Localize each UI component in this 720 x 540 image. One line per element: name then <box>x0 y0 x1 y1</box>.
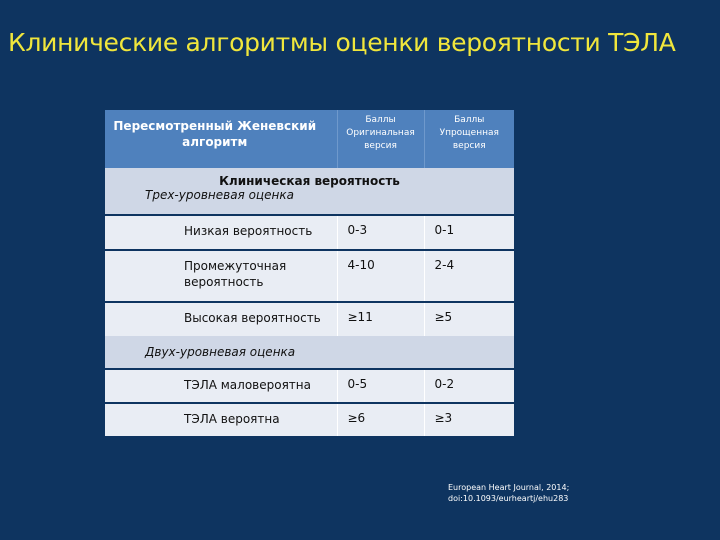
original-score: ≥11 <box>337 302 424 336</box>
simplified-score: 0-1 <box>424 215 514 250</box>
two-level-label: Двух-уровневая оценка <box>145 345 296 359</box>
original-score: 0-5 <box>337 369 424 403</box>
original-score: 4-10 <box>337 250 424 302</box>
table-row <box>105 403 514 436</box>
table-row <box>105 250 514 302</box>
probability-table <box>105 110 514 436</box>
three-level-label: Трех-уровневая оценка <box>145 188 294 202</box>
header-algorithm: Пересмотренный Женевский алгоритм <box>105 110 337 168</box>
table-row <box>105 369 514 403</box>
clinical-probability-heading: Клиническая вероятность <box>219 174 400 188</box>
simplified-score: ≥5 <box>424 302 514 336</box>
row-label: Промежуточная вероятность <box>105 250 337 302</box>
row-label: ТЭЛА вероятна <box>105 403 337 436</box>
original-score: 0-3 <box>337 215 424 250</box>
table-row <box>105 302 514 336</box>
row-label: Низкая вероятность <box>105 215 337 250</box>
row-label: Высокая вероятность <box>105 302 337 336</box>
simplified-score: 2-4 <box>424 250 514 302</box>
source-doi: doi:10.1093/eurheartj/ehu283 <box>448 494 569 503</box>
header-simplified-version: Баллы Упрощенная версия <box>424 110 514 168</box>
section-two-level <box>105 336 514 369</box>
simplified-score: 0-2 <box>424 369 514 403</box>
original-score: ≥6 <box>337 403 424 436</box>
section-three-level <box>105 168 514 215</box>
simplified-score: ≥3 <box>424 403 514 436</box>
table-header-row <box>105 110 514 168</box>
row-label: ТЭЛА маловероятна <box>105 369 337 403</box>
source-journal: European Heart Journal, 2014; <box>448 483 570 492</box>
slide-title: Клинические алгоритмы оценки вероятности ТЭЛА <box>8 28 676 57</box>
header-original-version: Баллы Оригинальная версия <box>337 110 424 168</box>
source-citation <box>448 482 569 504</box>
table-row <box>105 215 514 250</box>
